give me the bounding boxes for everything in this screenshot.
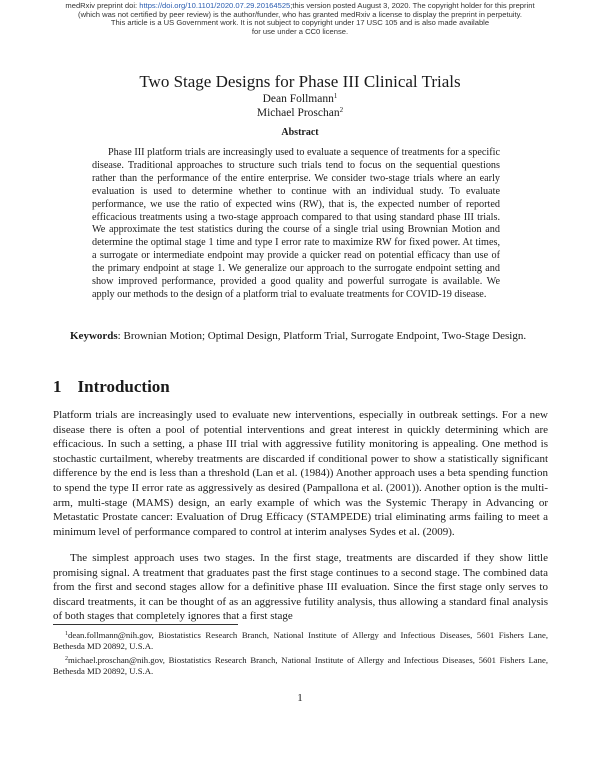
doi-link[interactable]: https://doi.org/10.1101/2020.07.29.20164525 bbox=[139, 1, 291, 10]
keywords-label: Keywords bbox=[70, 330, 118, 342]
keywords bbox=[53, 329, 548, 344]
footnote-1 bbox=[53, 630, 548, 652]
author-2-footnote-mark: 2 bbox=[339, 106, 344, 114]
intro-paragraph-1: Platform trials are increasingly used to evaluate new interventions, especially in outbreak settings. For a new disease there is often a pool of potential interventions and great interest in quickly determining which are efficacious. In such a setting, a phase III trial with aggressive futility monitoring is appealing. One method is stochastic curtailment, whereby treatments are discarded if conditional power to show a statistically significant difference by the end is less than a threshold (Lan et al. (1984)) Another approach uses a beta spending function to spend the type II error rate as aggressively as desired (Pampallona et al. (2001)). Another option is the multi-arm, multi-stage (MAMS) design, an early example of which was the Systemic Therapy in Advancing or Metastatic Prostate cancer: Evaluation of Drug Efficacy (STAMPEDE) trial eliminating arms failing to meet a minimum level of performance compared to control at interim analyses Sydes et al. (2009). bbox=[53, 409, 548, 538]
author-1: Dean Follmann$^1$ bbox=[262, 92, 338, 105]
author-2: Michael Proschan$^2$ bbox=[256, 106, 344, 119]
preprint-header bbox=[40, 2, 560, 36]
footnote-2-text: michael.proschan@nih.gov, Biostatistics Research Branch, National Institute of Allergy and Infectious Diseases, 5601 Fishers Lane, Bethesda MD 20892, U.S.A. bbox=[53, 655, 548, 676]
footnote-2-mark: 2 bbox=[65, 656, 68, 662]
section-number: 1 bbox=[53, 377, 62, 396]
page-number: 1 bbox=[297, 692, 303, 704]
footnote-2 bbox=[53, 655, 548, 677]
preprint-header-line2: (which was not certified by peer review) is the author/funder, who has granted medRxiv a license to display the preprint in perpetuity. bbox=[78, 9, 522, 19]
paper-title: Two Stage Designs for Phase III Clinical Trials bbox=[139, 72, 461, 91]
footnote-1-mark: 1 bbox=[65, 631, 68, 637]
section-title: Introduction bbox=[77, 377, 170, 396]
footnote-1-text: dean.follmann@nih.gov, Biostatistics Research Branch, National Institute of Allergy and Infectious Diseases, 5601 Fishers Lane, Bethesda MD 20892, U.S.A. bbox=[53, 630, 548, 651]
abstract-text: Phase III platform trials are increasingly used to evaluate a sequence of treatments for a specific disease. Traditional approaches to structure such trials tend to focus on the sequential questions rather than the performance of the entire enterprise. We consider two-stage trials where an early evaluation is used to determine whether to continue with an individual study. To evaluate performance, we use the ratio of expected wins (RW), that is, the expected number of reported efficacious treatments using a two-stage approach compared to that using standard phase III trials. We approximate the test statistics during the course of a single trial using Brownian Motion and determine the optimal stage 1 time and type I error rate to maximize RW for fixed power. At times, a surrogate or intermediate endpoint may provide a quicker read on potential efficacy than use of the primary endpoint at stage 1. We generalize our approach to the surrogate endpoint setting and show improved performance, provided a good quality and powerful surrogate is available. We apply our methods to the design of a platform trial to evaluate treatments for COVID-19 disease. bbox=[92, 147, 500, 300]
section-heading bbox=[53, 377, 170, 397]
preprint-header-line3: This article is a US Government work. It is not subject to copyright under 17 USC 105 and is also made available bbox=[110, 18, 490, 28]
intro-paragraph-2: The simplest approach uses two stages. In the first stage, treatments are discarded if they show little promising signal. A treatment that graduates past the first stage continues to a second stage. The combined data from the first and second stages allow for a definitive phase III evaluation. Since the first stage only serves to discard treatments, it can be thought of as an aggressive futility analysis, thus allowing a standard final analysis of both stages that completely ignores that a first stage bbox=[53, 552, 548, 623]
footnote-divider bbox=[53, 624, 238, 625]
keywords-text: : Brownian Motion; Optimal Design, Platform Trial, Surrogate Endpoint, Two-Stage Design. bbox=[117, 330, 527, 342]
preprint-header-line1: medRxiv preprint doi: https://doi.org/10.1101/2020.07.29.20164525;this version posted August 3, 2020. The copyright holder for this preprint bbox=[65, 1, 535, 10]
preprint-header-line4: for use under a CC0 license. bbox=[251, 26, 349, 36]
abstract-heading: Abstract bbox=[281, 127, 319, 138]
author-1-footnote-mark: 1 bbox=[333, 92, 338, 100]
